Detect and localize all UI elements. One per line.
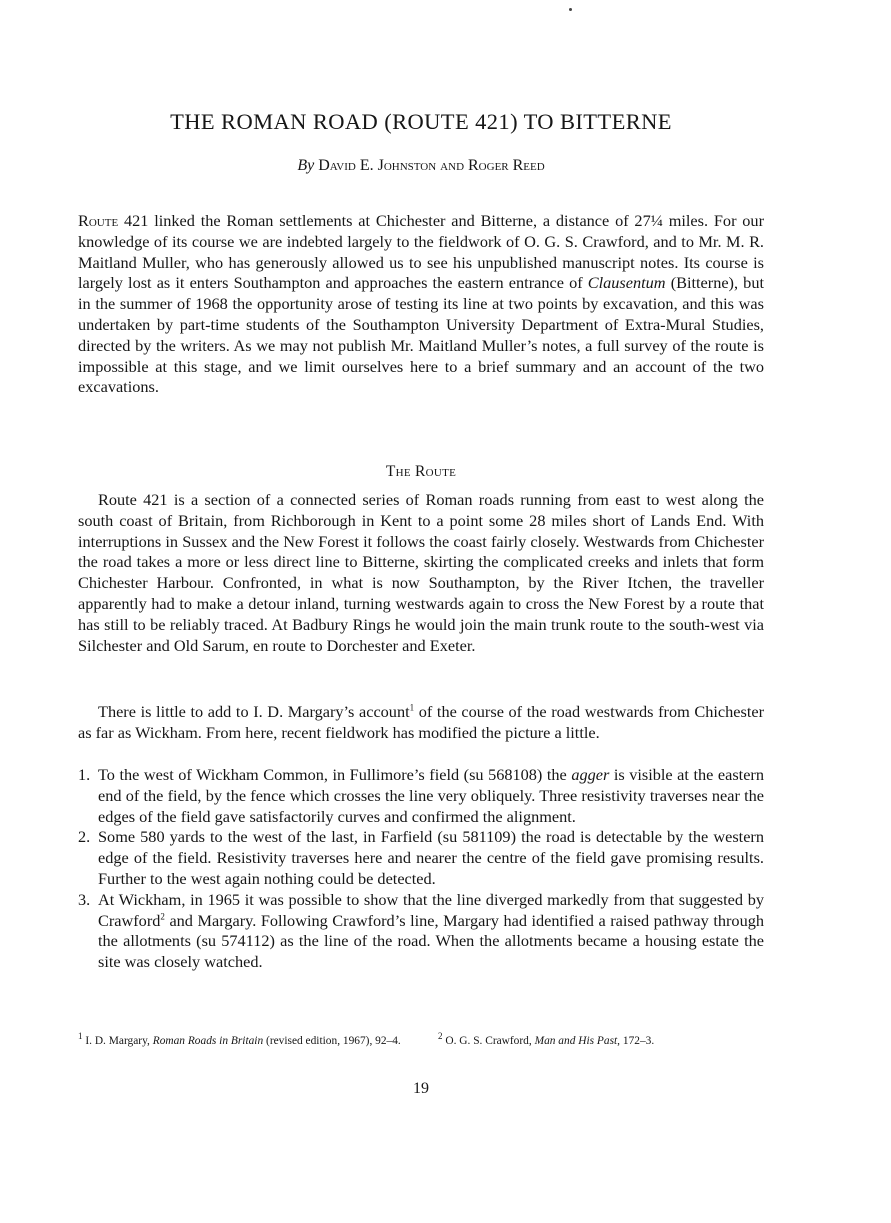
article-title: THE ROMAN ROAD (ROUTE 421) TO BITTERNE bbox=[170, 109, 672, 134]
footnote-1-mark: 1 bbox=[78, 1031, 83, 1042]
footnote-2 bbox=[438, 1031, 768, 1049]
route-paragraph-1: Route 421 is a section of a connected series of Roman roads running from east to west along the south coast of Britain, from Richborough in Kent to a point some 28 miles short of Lands End. With interruptions in Sussex and the New Forest it follows the coast fairly closely. Westwards from Chichester the road takes a more or less direct line to Bitterne, skirting the complicated creeks and inlets that form Chichester Harbour. Confronted, in what is now Southampton, by the River Itchen, the traveller apparently had to make a detour inland, turning westwards again to cross the New Forest by a route that has still to be reliably traced. At Badbury Rings he would join the main trunk route to the south-west via Silchester and Old Sarum, en route to Dorchester and Exeter. bbox=[78, 490, 764, 655]
byline bbox=[78, 157, 764, 175]
document-page bbox=[78, 0, 764, 1223]
footnote-2-text: , 172–3. bbox=[617, 1035, 655, 1047]
footnote-1-title: Roman Roads in Britain bbox=[152, 1035, 264, 1047]
list-item-text: To the west of Wickham Common, in Fullimore’s field (su 568108) the bbox=[98, 765, 572, 784]
footnote-ref-1: 1 bbox=[409, 702, 415, 713]
list-item-number: 2. bbox=[78, 827, 91, 847]
footnote-ref-2: 2 bbox=[160, 911, 165, 922]
list-item-text: is visible at the eastern end of the field, by the fence which crosses the line very obliquely. Three resistivity traverses near the edges of the field gave satisfactorily curves and confirmed the alignment. bbox=[98, 765, 764, 826]
list-item-text: Some 580 yards to the west of the last, in Farfield (su 581109) the road is detectable by the western edge of the field. Resistivity traverses here and nearer the centre of the field gave promising results. Further to the west again nothing could be detected. bbox=[98, 827, 764, 888]
intro-lead-word: Route bbox=[78, 211, 119, 230]
list-item-emphasis: agger bbox=[571, 765, 610, 784]
byline-by: By bbox=[297, 157, 315, 174]
list-item bbox=[78, 827, 764, 889]
fieldwork-list bbox=[78, 765, 764, 973]
footnote-2-text: O. G. S. Crawford, bbox=[442, 1035, 535, 1047]
list-item bbox=[78, 890, 764, 973]
intro-paragraph bbox=[78, 211, 764, 398]
route-paragraph-2-b: of the course of the road westwards from Chichester as far as Wickham. From here, recent fieldwork has modified the picture a little. bbox=[78, 702, 764, 742]
footnote-1-text: (revised edition, 1967), 92–4. bbox=[263, 1035, 401, 1047]
page-number: 19 bbox=[413, 1080, 429, 1097]
list-item-number: 1. bbox=[78, 765, 91, 784]
list-item-text: At Wickham, in 1965 it was possible to show that the line diverged markedly from that suggested by Crawford bbox=[98, 889, 764, 930]
route-paragraph-2 bbox=[78, 702, 764, 744]
list-item-number: 3. bbox=[78, 889, 91, 909]
intro-clausentum: Clausentum bbox=[587, 273, 666, 293]
byline-authors: David E. Johnston and Roger Reed bbox=[318, 157, 545, 174]
footnote-1-text: I. D. Margary, bbox=[82, 1035, 153, 1047]
list-item bbox=[78, 765, 764, 827]
section-heading: The Route bbox=[385, 463, 457, 480]
intro-text-2: (Bitterne), but in the summer of 1968 the opportunity arose of testing its line at two points by excavation, and this was undertaken by part-time students of the Southampton University Department of Extra-Mural Studies, directed by the writers. As we may not publish Mr. Maitland Muller’s notes, a full survey of the route is impossible at this stage, and we limit ourselves here to a brief summary and an account of the two excavations. bbox=[78, 273, 764, 397]
footnote-2-mark: 2 bbox=[438, 1031, 443, 1042]
list-item-text: and Margary. Following Crawford’s line, Margary had identified a raised pathway through the allotments (su 574112) as the line of the road. When the allotments became a housing estate the site was closely watched. bbox=[98, 910, 764, 972]
footnote-1 bbox=[78, 1031, 423, 1049]
route-paragraph-2-a: There is little to add to I. D. Margary’s account bbox=[98, 702, 410, 721]
footnote-2-title: Man and His Past bbox=[534, 1035, 618, 1047]
intro-text-1: 421 linked the Roman settlements at Chichester and Bitterne, a distance of 27¼ miles. For our knowledge of its course we are indebted largely to the fieldwork of O. G. S. Crawford, and to Mr. M. R. Maitland Muller, who has generously allowed us to see his unpublished manuscript notes. Its course is largely lost as it enters Southampton and approaches the eastern entrance of bbox=[78, 211, 764, 293]
